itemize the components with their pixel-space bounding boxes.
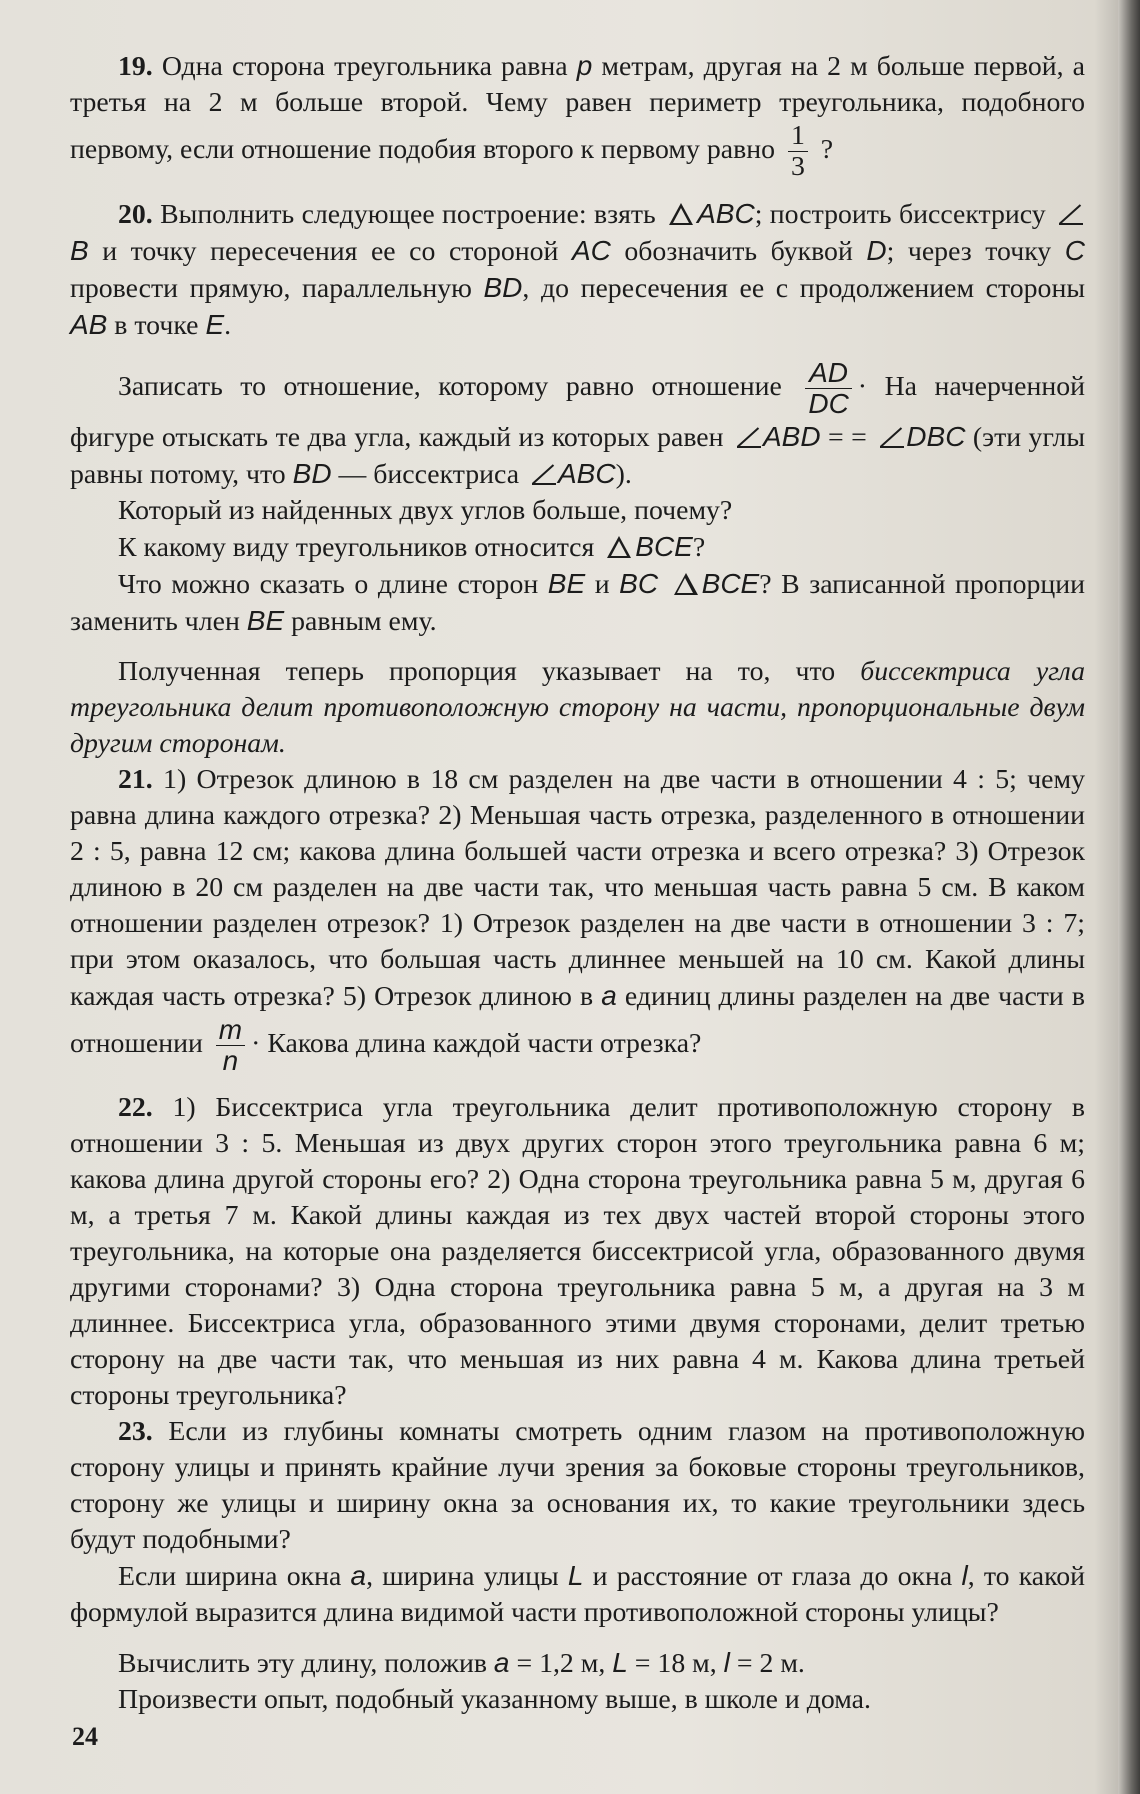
math-var: a [601, 980, 617, 1011]
angle-symbol-icon [532, 465, 554, 485]
text: провести прямую, параллельную [70, 273, 484, 304]
text: ). [615, 459, 632, 490]
math-var: B [70, 235, 89, 266]
text: Вычислить эту длину, положив [118, 1648, 494, 1679]
problem-number: 20. [118, 199, 153, 230]
triangle-symbol-icon [674, 573, 698, 595]
fraction-m-n [216, 1015, 245, 1076]
text: ? [813, 133, 834, 165]
text: Выполнить следующее построение: взять [152, 199, 664, 230]
text: ; построить биссектрису [754, 199, 1053, 230]
math-var: BD [483, 272, 523, 303]
math-var: p [576, 50, 593, 81]
math-var: BCE [635, 531, 693, 562]
math-var: AC [571, 235, 611, 266]
problem-20-question-1 [70, 493, 1085, 529]
math-var: ABD [762, 421, 821, 452]
text: Произвести опыт, подобный указанному выше, в школе и дома. [118, 1684, 871, 1715]
angle-symbol-icon [1059, 205, 1081, 225]
problem-23-compute [70, 1645, 1085, 1682]
problem-20-question-3 [70, 566, 1085, 640]
fraction-numerator: AD [805, 358, 851, 389]
text: = 18 м, [627, 1648, 724, 1679]
text: ? В записанной пропорции заменить член [70, 569, 1086, 637]
problem-23-experiment [70, 1682, 1085, 1718]
math-var: l [961, 1560, 968, 1591]
text: в точке [107, 310, 206, 341]
math-var: L [567, 1560, 584, 1591]
fraction-denominator: 3 [790, 151, 805, 182]
text: равным ему. [284, 606, 437, 637]
text: 1) Отрезок длиною в 18 см разделен на две части в отношении 4 : 5; чему равна длина каждого отрезка? 2) Меньшая часть отрезка, разделенного в отношении 2 : 5, равна 12 см; какова длина большей части отрезка и всего отрезка? 3) Отрезок длиною в 20 см разделен на две части так, что меньшая часть равна 5 см. В каком отношении разделен отрезок? 1) Отрезок разделен на две части в отношении 3 : 7; при этом оказалось, что большая часть длиннее меньшей на 10 см. Какой длины каждая часть отрезка? 5) Отрезок длиною в [70, 764, 1085, 1012]
text: К какому виду треугольников относится [118, 532, 602, 563]
text: (эти углы равны потому, что [70, 422, 1085, 490]
fraction-denominator: DC [808, 388, 849, 419]
triangle-symbol-icon [669, 203, 693, 225]
math-var: BE [246, 605, 285, 636]
text: . [224, 310, 232, 341]
text: Полученная теперь пропорция указывает на то, что [118, 656, 861, 687]
fraction-numerator: 1 [788, 121, 808, 152]
math-var: a [493, 1647, 510, 1678]
math-var: DBC [906, 421, 966, 452]
text: метрам, другая на 2 м больше первой, а третья на 2 м больше второй. Чему равен периметр треугольника, подобного первому, если отношение подобия второго к первому равно [70, 51, 1086, 165]
angle-symbol-icon [737, 428, 759, 448]
math-var: a [350, 1560, 367, 1591]
math-var: AB [70, 309, 108, 340]
page-content [70, 48, 1085, 1718]
text: , ширина улицы [366, 1561, 568, 1592]
text: Если ширина окна [118, 1561, 351, 1592]
text: — биссектриса [331, 459, 526, 490]
problem-20-ratio [70, 358, 1085, 493]
problem-23-formula-question [70, 1558, 1085, 1631]
text: · Какова длина каждой части отрезка? [251, 1027, 702, 1059]
text: единиц длины разделен на две части в отношении [70, 981, 1085, 1059]
math-var: E [205, 309, 225, 340]
text: и точку пересечения ее со стороной [88, 236, 572, 267]
text: , то какой формулой выразится длина видимой части противоположной стороны улицы? [70, 1561, 1086, 1628]
text: = 2 м. [729, 1648, 805, 1679]
text: = = [820, 422, 875, 453]
math-var: BCE [701, 568, 760, 599]
problem-number: 19. [118, 51, 153, 82]
problem-number: 21. [118, 764, 153, 795]
fraction-numerator: m [216, 1015, 245, 1046]
problem-number: 22. [118, 1092, 153, 1123]
math-var: D [866, 235, 887, 266]
text: , до пересечения ее с продолжением стороны [522, 273, 1086, 304]
problem-20-question-2 [70, 529, 1085, 566]
math-var: ABC [557, 458, 616, 489]
text: Одна сторона треугольника равна [152, 51, 577, 82]
angle-symbol-icon [880, 428, 902, 448]
fraction-ad-dc [805, 358, 851, 419]
math-var: L [612, 1647, 628, 1678]
text: 1) Биссектриса угла треугольника делит противоположную сторону в отношении 3 : 5. Меньшая из двух других сторон этого треугольника равна 6 м; какова длина другой стороны его? 2) Одна сторона треугольника равна 5 м, другая 6 м, а третья 7 м. Какой длины каждая из тех двух частей второй стороны этого треугольника, на которые она разделяется биссектрисой угла, образованного двумя другими сторонами? 3) Одна сторона треугольника равна 5 м, а другая на 3 м длиннее. Биссектриса угла, образованного этими двумя сторонами, делит третью сторону на две части так, что меньшая из них равна 4 м. Какова длина третьей стороны треугольника? [70, 1092, 1085, 1411]
problem-20 [70, 196, 1085, 344]
page-number: 24 [72, 1722, 98, 1751]
theorem-statement: биссектриса угла треугольника делит противоположную сторону на части, пропорциональные двум другим сторонам. [70, 656, 1086, 759]
text: Записать то отношение, которому равно отношение [118, 370, 800, 402]
problem-22 [70, 1090, 1085, 1414]
problem-number: 23. [118, 1416, 153, 1447]
text: обозначить буквой [610, 236, 867, 267]
math-var: BD [292, 458, 332, 489]
math-var: ABC [697, 198, 755, 229]
text: ; через точку [886, 236, 1065, 267]
text: и [585, 569, 620, 600]
text: Который из найденных двух углов больше, почему? [118, 495, 733, 526]
text [658, 569, 668, 600]
math-var: C [1064, 235, 1085, 266]
text: Если из глубины комнаты смотреть одним глазом на противоположную сторону улицы и принять крайние лучи зрения за боковые стороны треугольников, сторону же улицы и ширину окна за основания их, то какие треугольники здесь будут подобными? [70, 1416, 1085, 1555]
book-spine-shadow [1118, 0, 1140, 1794]
math-var: BE [547, 568, 586, 599]
math-var: BC [619, 568, 659, 599]
triangle-symbol-icon [607, 536, 631, 558]
problem-19 [70, 48, 1085, 182]
fraction-denominator: n [222, 1045, 239, 1076]
text: и расстояние от глаза до окна [583, 1561, 962, 1592]
text: ? [692, 532, 706, 563]
math-var: l [723, 1647, 730, 1678]
problem-23 [70, 1414, 1085, 1558]
problem-20-conclusion [70, 654, 1085, 762]
fraction-one-third [788, 121, 808, 182]
text: = 1,2 м, [509, 1648, 613, 1679]
text: Что можно сказать о длине сторон [118, 569, 548, 600]
problem-21 [70, 762, 1085, 1076]
text: · На начерченной фигуре отыскать те два угла, каждый из которых равен [70, 370, 1085, 453]
